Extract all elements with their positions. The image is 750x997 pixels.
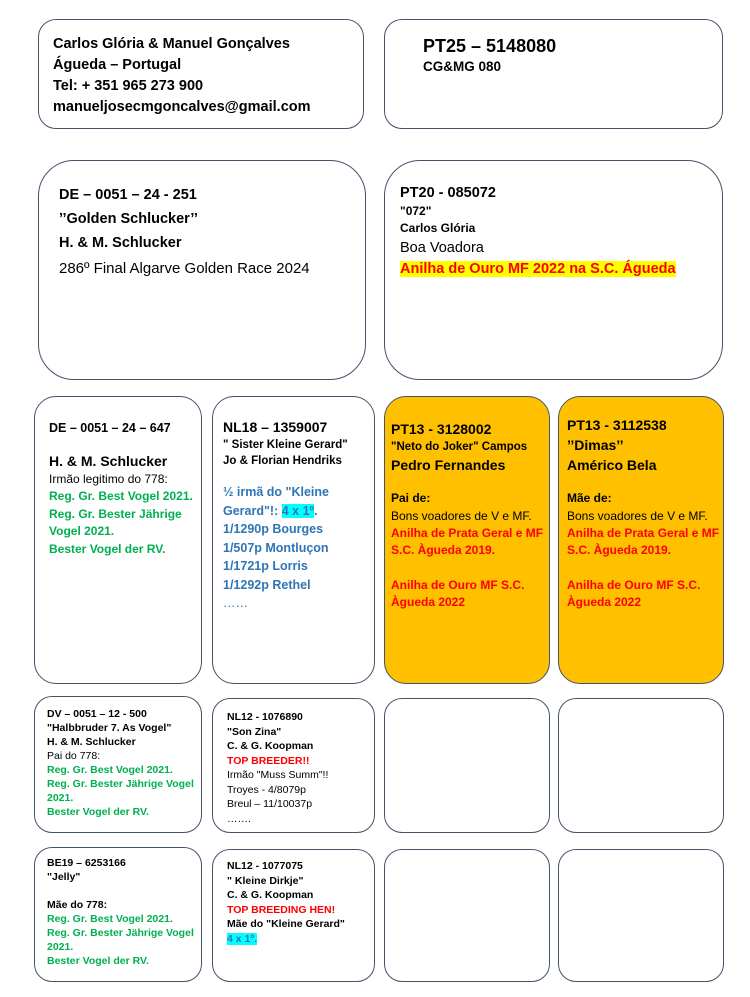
fm-breeder: Jo & Florian Hendriks: [223, 455, 342, 467]
mf-breeder: Pedro Fernandes: [391, 457, 506, 473]
mm-breeder: Américo Bela: [567, 457, 657, 473]
fff-award-2: Reg. Gr. Bester Jährige Vogel 2021.: [47, 778, 194, 804]
mm-ring: PT13 - 3112538: [567, 417, 667, 433]
mf-desc: Bons voadores de V e MF.: [391, 509, 532, 523]
fmm-note: Mãe do "Kleine Gerard": [227, 918, 345, 930]
fff-breeder: H. & M. Schlucker: [47, 736, 136, 748]
fmf-ring: NL12 - 1076890: [227, 711, 303, 723]
owner-box: [38, 19, 364, 129]
father-ring: DE – 0051 – 24 - 251: [59, 187, 197, 203]
fm-name: " Sister Kleine Gerard": [223, 439, 348, 451]
fm-result-2: 1/507p Montluçon: [223, 540, 329, 555]
owner-email: manueljosecmgoncalves@gmail.com: [53, 99, 311, 115]
fm-highlight: 4 x 1º: [281, 503, 315, 518]
ff-breeder: H. & M. Schlucker: [49, 453, 168, 469]
fmf-note: Irmão "Muss Summ"!!: [227, 769, 329, 781]
mother-desc: Boa Voadora: [400, 240, 484, 256]
mf-award-1: Anilha de Prata Geral e MF S.C. Àgueda 2019.: [391, 526, 544, 557]
subject-code: CG&MG 080: [423, 59, 502, 74]
fmm-ring: NL12 - 1077075: [227, 860, 303, 872]
fm-result-3: 1/1721p Lorris: [223, 559, 308, 573]
fff-award-1: Reg. Gr. Best Vogel 2021.: [47, 764, 173, 776]
mother-award: Anilha de Ouro MF 2022 na S.C. Águeda: [400, 261, 676, 277]
ff-award-1: Reg. Gr. Best Vogel 2021.: [49, 489, 193, 503]
ffm-ring: BE19 – 6253166: [47, 857, 126, 869]
mm-relation: Mãe de:: [567, 491, 612, 505]
ff-ring: DE – 0051 – 24 – 647: [49, 421, 171, 435]
ffm-award-1: Reg. Gr. Best Vogel 2021.: [47, 913, 173, 925]
fm-result-4: 1/1292p Rethel: [223, 577, 311, 592]
mm-name: ’’Dimas’’: [567, 437, 624, 453]
fm-ring: NL18 – 1359007: [223, 419, 328, 435]
fmm-box: [212, 849, 375, 982]
owner-name: Carlos Glória & Manuel Gonçalves: [53, 36, 290, 52]
mm-award-1: Anilha de Prata Geral e MF S.C. Àgueda 2019.: [567, 526, 720, 557]
mother-name: "072": [400, 204, 432, 218]
mfm-box: [558, 698, 724, 833]
mmf-box: [384, 849, 550, 982]
fmf-tag: TOP BREEDER!!: [227, 754, 310, 767]
ff-award-2: Reg. Gr. Bester Jährige Vogel 2021.: [49, 506, 182, 538]
fff-award-3: Bester Vogel der RV.: [47, 806, 149, 818]
owner-location: Águeda – Portugal: [53, 57, 182, 73]
mf-name: "Neto do Joker" Campos: [391, 441, 528, 453]
fm-box: NL18 – 1359007 " Sister Kleine Gerard" Jo & Florian Hendriks ½ irmã do "Kleine Gerard"!: 4 x 1º. 1/1290p Bourges 1/507p Montluçon 1/1721p Lorris 1/1292p Rethel ……: [212, 396, 375, 684]
mother-ring: PT20 - 085072: [400, 185, 496, 201]
ffm-award-3: Bester Vogel der RV.: [47, 955, 149, 967]
fff-note: Pai do 778:: [47, 750, 101, 762]
mf-award-2: Anilha de Ouro MF S.C. Àgueda 2022: [391, 578, 525, 609]
fmm-breeder: C. & G. Koopman: [227, 889, 314, 901]
ff-box: [34, 396, 202, 684]
mm-box: [558, 396, 724, 684]
subject-box: [384, 19, 723, 129]
fm-half-sister: ½ irmã do "Kleine Gerard"!:: [223, 485, 329, 518]
mm-desc: Bons voadores de V e MF.: [567, 509, 708, 523]
mf-ring: PT13 - 3128002: [391, 421, 492, 437]
fmm-tag: TOP BREEDING HEN!: [227, 903, 336, 916]
fmf-result-2: Breul – 11/10037p: [227, 798, 313, 810]
fm-more: ……: [223, 596, 248, 610]
father-name: ’’Golden Schlucker’’: [59, 211, 198, 227]
mf-relation: Pai de:: [391, 491, 431, 505]
ffm-note: Mãe do 778:: [47, 899, 108, 911]
father-box: [38, 160, 366, 380]
fmf-box: [212, 698, 375, 833]
fm-result-1: 1/1290p Bourges: [223, 522, 324, 536]
mother-box: [384, 160, 723, 380]
owner-phone: Tel: + 351 965 273 900: [53, 78, 204, 94]
fff-box: [34, 696, 202, 833]
father-result: 286º Final Algarve Golden Race 2024: [59, 260, 310, 277]
ffm-name: "Jelly": [47, 871, 81, 883]
fmm-highlight: 4 x 1º.: [227, 932, 258, 945]
father-breeder: H. & M. Schlucker: [59, 235, 182, 251]
mf-box: [384, 396, 550, 684]
subject-ring: PT25 – 5148080: [423, 36, 557, 56]
fmf-result-1: Troyes - 4/8079p: [227, 783, 306, 796]
fmm-name: " Kleine Dirkje": [227, 874, 304, 887]
ff-note: Irmão legitimo do 778:: [49, 472, 168, 486]
fmf-breeder: C. & G. Koopman: [227, 740, 314, 752]
mother-breeder: Carlos Glória: [400, 221, 476, 235]
mmm-box: [558, 849, 724, 982]
mff-box: [384, 698, 550, 833]
fmf-more: …….: [227, 812, 251, 825]
fff-name: "Halbbruder 7. As Vogel": [47, 722, 172, 734]
ffm-box: [34, 847, 202, 982]
mm-award-2: Anilha de Ouro MF S.C. Àgueda 2022: [567, 578, 701, 609]
ff-award-3: Bester Vogel der RV.: [49, 541, 166, 556]
fmf-name: "Son Zina": [227, 725, 282, 738]
ffm-award-2: Reg. Gr. Bester Jährige Vogel 2021.: [47, 927, 194, 953]
fff-ring: DV – 0051 – 12 - 500: [47, 708, 147, 720]
